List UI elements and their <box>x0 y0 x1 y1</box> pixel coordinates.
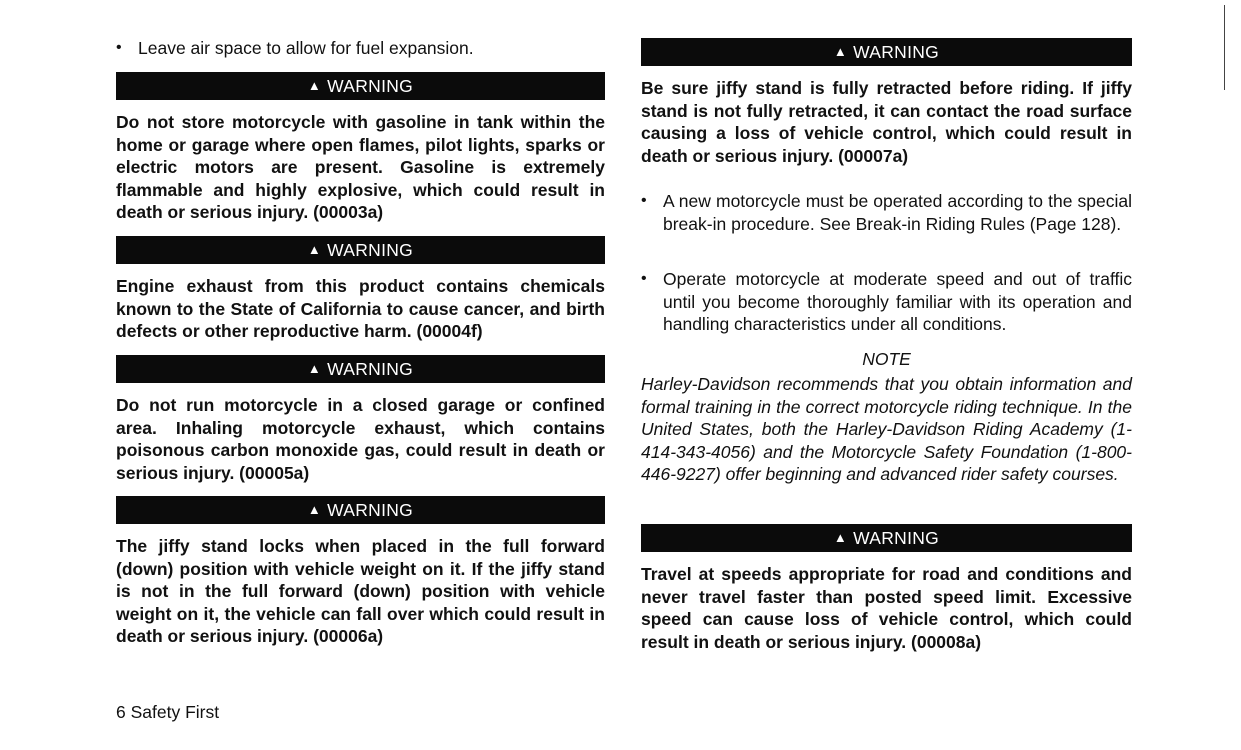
warning-triangle-icon: ▲ <box>307 360 322 376</box>
note-text: Harley-Davidson recommends that you obtain information and formal training in the correct motorcycle riding technique. In the United States, both the Harley-Davidson Riding Academy (1-414-343-4056) and the Motorcycle Safety Foundation (1-800-446-9227) offer beginning and advanced rider safety courses. <box>641 374 1132 484</box>
warning-text: Be sure jiffy stand is fully retracted before riding. If jiffy stand is not fully retracted, it can contact the road surface causing a loss of vehicle control, which could result in death or serious injury. (00007a) <box>641 78 1132 166</box>
warning-text: Engine exhaust from this product contains chemicals known to the State of California to cause cancer, and birth defects or other reproductive harm. (00004f) <box>116 276 605 341</box>
bullet-text: Leave air space to allow for fuel expansion. <box>138 38 474 58</box>
warning-text: Travel at speeds appropriate for road and conditions and never travel faster than posted speed limit. Excessive speed can cause loss of vehicle control, which could result in death or serious injury. (00008a) <box>641 564 1132 652</box>
scan-edge-line <box>1224 5 1225 90</box>
bullet-text: Operate motorcycle at moderate speed and out of traffic until you become thoroughly familiar with its operation and handling characteristics under all conditions. <box>663 269 1132 334</box>
warning-triangle-icon: ▲ <box>833 529 848 545</box>
warning-header <box>641 38 1132 66</box>
bullet-item <box>641 268 1132 336</box>
warning-triangle-icon: ▲ <box>307 77 322 93</box>
warning-header <box>641 524 1132 552</box>
warning-header <box>116 72 605 100</box>
warning-header <box>116 236 605 264</box>
warning-label: WARNING <box>327 358 414 379</box>
bullet-item <box>641 190 1132 235</box>
bullet-dot: • <box>641 192 647 209</box>
warning-text: Do not run motorcycle in a closed garage or confined area. Inhaling motorcycle exhaust, which contains poisonous carbon monoxide gas, could result in death or serious injury. (00005a) <box>116 395 605 483</box>
warning-label: WARNING <box>327 239 414 260</box>
bullet-text: A new motorcycle must be operated according to the special break-in procedure. See Break-in Riding Rules (Page 128). <box>663 191 1132 234</box>
warning-header <box>116 355 605 383</box>
warning-label: WARNING <box>853 527 940 548</box>
warning-text: Do not store motorcycle with gasoline in tank within the home or garage where open flames, pilot lights, sparks or electric motors are present. Gasoline is extremely flammable and highly explosive, which could result in death or serious injury. (00003a) <box>116 112 605 222</box>
warning-triangle-icon: ▲ <box>307 501 322 517</box>
note-title: NOTE <box>862 349 911 369</box>
bullet-dot: • <box>641 270 647 287</box>
warning-label: WARNING <box>853 41 940 62</box>
page-footer: 6 Safety First <box>116 702 220 722</box>
warning-text: The jiffy stand locks when placed in the full forward (down) position with vehicle weight on it. If the jiffy stand is not in the full forward (down) position with vehicle weight on it, the vehicle can fall over which could result in death or serious injury. (00006a) <box>116 536 605 646</box>
warning-label: WARNING <box>327 75 414 96</box>
warning-triangle-icon: ▲ <box>307 241 322 257</box>
warning-triangle-icon: ▲ <box>833 43 848 59</box>
warning-label: WARNING <box>327 499 414 520</box>
bullet-item <box>116 37 605 60</box>
bullet-dot: • <box>116 39 122 56</box>
warning-header <box>116 496 605 524</box>
